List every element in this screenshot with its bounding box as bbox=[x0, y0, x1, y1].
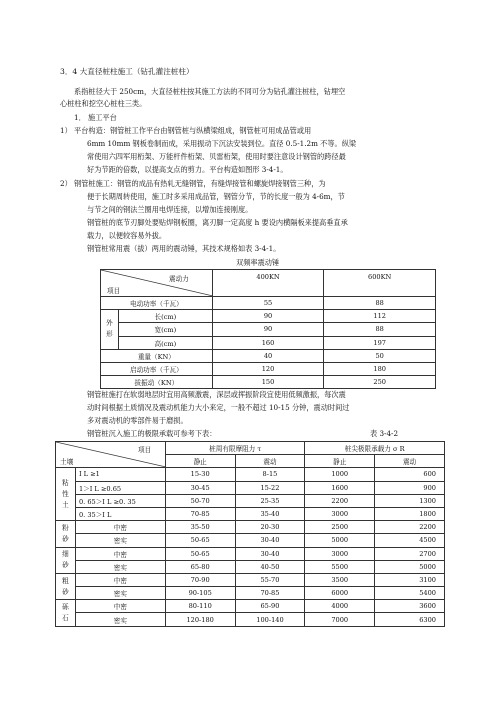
row-label: 0. 65＞I L ≥0. 35 bbox=[75, 494, 165, 507]
column-header: 桩周有限摩阻力 τ bbox=[165, 442, 305, 455]
table-row bbox=[101, 310, 436, 323]
table-cell: 2200 bbox=[375, 521, 445, 534]
paragraph-line: 钢管桩施打在软弱地层时宜用高频激震，深层或挥振阶段宜使用低频激振，每次震 bbox=[87, 390, 346, 399]
row-label: 重量（KN） bbox=[101, 349, 213, 362]
paragraph-line: 动时间根据土质情况及震动机能力大小来定，一般不超过 10-15 分钟，震动时间过 bbox=[87, 403, 350, 412]
table-cell: 15-30 bbox=[165, 468, 235, 481]
table-cell: 900 bbox=[375, 481, 445, 494]
table-cell: 1600 bbox=[305, 481, 375, 494]
intro-line: 心桩柱和挖空心桩柱三类。 bbox=[60, 99, 147, 108]
paragraph-line: 与节之间的钢法兰圈用电焊连接，以增加连接刚度。 bbox=[87, 205, 253, 214]
table-row bbox=[56, 494, 445, 507]
column-header: 桩尖极限承载力 σ R bbox=[305, 442, 445, 455]
table-row bbox=[56, 468, 445, 481]
group-label bbox=[56, 521, 76, 547]
row-label: 密实 bbox=[75, 587, 165, 600]
table-cell: 600 bbox=[375, 468, 445, 481]
table-row bbox=[56, 507, 445, 520]
table-cell: 1800 bbox=[375, 507, 445, 520]
table-cell: 90-105 bbox=[165, 587, 235, 600]
table-cell: 35-40 bbox=[235, 507, 305, 520]
table-cell: 5400 bbox=[375, 587, 445, 600]
table-cell: 3000 bbox=[305, 507, 375, 520]
table-row bbox=[56, 547, 445, 560]
table-cell: 160 bbox=[212, 336, 324, 349]
row-label: 中密 bbox=[75, 573, 165, 586]
table-cell: 3100 bbox=[375, 573, 445, 586]
row-label: 长(cm) bbox=[118, 310, 212, 323]
corner-top-label: 项目 bbox=[138, 446, 152, 454]
row-label: 0. 35＞I L bbox=[75, 507, 165, 520]
table-cell: 8-15 bbox=[235, 468, 305, 481]
paragraph-line: 载力，以便较容易外拔。 bbox=[87, 231, 167, 240]
row-label: 密实 bbox=[75, 613, 165, 626]
table-row bbox=[101, 336, 436, 349]
table-cell: 50 bbox=[324, 349, 436, 362]
item-heading: 1． 施工平台 bbox=[74, 113, 117, 122]
table-cell: 30-45 bbox=[165, 481, 235, 494]
table-cell: 70-85 bbox=[165, 507, 235, 520]
row-label: 密实 bbox=[75, 560, 165, 573]
table-cell: 5500 bbox=[305, 560, 375, 573]
paragraph-line: 好为节距的倍数，以提高支点的剪力。平台构造如图形 3-4-1。 bbox=[87, 165, 288, 174]
column-header: 600KN bbox=[324, 270, 436, 297]
table-cell: 197 bbox=[324, 336, 436, 349]
table-row bbox=[101, 297, 436, 310]
table-corner-cell bbox=[101, 270, 213, 297]
table-cell: 250 bbox=[324, 376, 436, 389]
group-label bbox=[56, 468, 76, 521]
table-cell: 80-110 bbox=[165, 600, 235, 613]
table-cell: 2200 bbox=[305, 494, 375, 507]
table-row bbox=[101, 349, 436, 362]
table-cell: 50-65 bbox=[165, 547, 235, 560]
group-label bbox=[56, 573, 76, 599]
table-cell: 112 bbox=[324, 310, 436, 323]
row-label: 电动功率（千瓦） bbox=[101, 297, 213, 310]
paragraph-line: 便于长期周转使用，施工时多采用成品管，钢管分节，节的长度一般为 4-6m，节 bbox=[87, 192, 345, 201]
table-cell: 70-90 bbox=[165, 573, 235, 586]
paragraph-line: 6mm 10mm 钢板卷制而成，采用振动下沉法安装到位。直径 0.5-1.2m 不等。纵梁 bbox=[87, 139, 357, 148]
table-row bbox=[56, 600, 445, 613]
table-cell: 55-70 bbox=[235, 573, 305, 586]
table-cell: 50-65 bbox=[165, 534, 235, 547]
vibration-hammer-table bbox=[100, 269, 436, 389]
table-cell: 88 bbox=[324, 323, 436, 336]
corner-bottom-label: 项目 bbox=[107, 287, 121, 295]
table-cell: 150 bbox=[212, 376, 324, 389]
table-cell: 25-35 bbox=[235, 494, 305, 507]
table-row bbox=[56, 613, 445, 626]
table-cell: 40 bbox=[212, 349, 324, 362]
group-label-text: 细 砂 bbox=[62, 550, 69, 570]
sub-header: 静止 bbox=[165, 455, 235, 468]
table-cell: 3600 bbox=[375, 600, 445, 613]
table-cell: 88 bbox=[324, 297, 436, 310]
row-label: I L ≥1 bbox=[75, 468, 165, 481]
table-cell: 55 bbox=[212, 297, 324, 310]
table-cell: 30-40 bbox=[235, 534, 305, 547]
corner-bottom-label: 土壤 bbox=[60, 458, 74, 466]
table-cell: 100-140 bbox=[235, 613, 305, 626]
table-number: 表 3-4-2 bbox=[370, 429, 399, 438]
table-cell: 90 bbox=[212, 310, 324, 323]
paragraph-line: 1） 平台构造：钢管桩工作平台由钢管桩与纵横梁组成，钢管桩可用成品管或用 bbox=[60, 126, 312, 135]
paragraph-line: 钢管桩的底节刃脚处要贴焊钢板圈，离刃脚一定高度 h 要设内横隔板来提高垂直承 bbox=[87, 218, 348, 227]
sub-header: 静止 bbox=[305, 455, 375, 468]
paragraph-line: 常使用六四军用桁架、万能杆件桁架、贝雷桁架，使用时要注意设计钢管的跨径最 bbox=[87, 152, 346, 161]
table-cell: 2500 bbox=[305, 521, 375, 534]
bearing-capacity-table bbox=[55, 441, 445, 627]
table-row bbox=[56, 560, 445, 573]
group-label-text: 粘 性 土 bbox=[62, 478, 69, 509]
paragraph-line: 多对震动机的零部件易于磨损。 bbox=[87, 416, 188, 425]
table-cell: 90 bbox=[212, 323, 324, 336]
row-label: 高(cm) bbox=[118, 336, 212, 349]
row-label: 宽(cm) bbox=[118, 323, 212, 336]
row-label: 启动功率（千瓦） bbox=[101, 362, 213, 375]
table-row bbox=[101, 362, 436, 375]
sub-header: 震动 bbox=[235, 455, 305, 468]
row-label: 中密 bbox=[75, 547, 165, 560]
row-label: 密实 bbox=[75, 534, 165, 547]
table-row bbox=[56, 521, 445, 534]
paragraph-line: 钢管桩沉入施工的极限承载可参考下表： bbox=[87, 429, 217, 438]
group-label-text: 砾 石 bbox=[62, 602, 69, 622]
table-corner-cell bbox=[56, 442, 166, 468]
group-label-text: 外 形 bbox=[106, 319, 113, 339]
table-cell: 5000 bbox=[375, 560, 445, 573]
table-row bbox=[101, 376, 436, 389]
row-label: 1＞I L ≥0.65 bbox=[75, 481, 165, 494]
table-cell: 4500 bbox=[375, 534, 445, 547]
table-row bbox=[56, 587, 445, 600]
table-cell: 6000 bbox=[305, 587, 375, 600]
table-cell: 65-90 bbox=[235, 600, 305, 613]
table-cell: 65-80 bbox=[165, 560, 235, 573]
column-header: 400KN bbox=[212, 270, 324, 297]
row-label: 中密 bbox=[75, 521, 165, 534]
sub-header: 震动 bbox=[375, 455, 445, 468]
group-label-text: 粉 砂 bbox=[62, 523, 69, 543]
table-cell: 70-85 bbox=[235, 587, 305, 600]
table-row bbox=[56, 573, 445, 586]
row-label: 拔振动（KN） bbox=[101, 376, 213, 389]
table-cell: 1000 bbox=[305, 468, 375, 481]
table-cell: 1300 bbox=[375, 494, 445, 507]
table-cell: 35-50 bbox=[165, 521, 235, 534]
group-label bbox=[56, 600, 76, 626]
table-cell: 2700 bbox=[375, 547, 445, 560]
table-row bbox=[56, 534, 445, 547]
table-cell: 30-40 bbox=[235, 547, 305, 560]
table-cell: 3500 bbox=[305, 573, 375, 586]
table-cell: 15-22 bbox=[235, 481, 305, 494]
table-cell: 120-180 bbox=[165, 613, 235, 626]
row-label: 中密 bbox=[75, 600, 165, 613]
group-label-text: 粗 砂 bbox=[62, 576, 69, 596]
table-cell: 4000 bbox=[305, 600, 375, 613]
paragraph-line: 2） 钢管桩施工：钢管的成品有热轧无缝钢管，有缝焊接管和螺旋焊接钢管三种，为 bbox=[60, 179, 326, 188]
table-cell: 7000 bbox=[305, 613, 375, 626]
table-caption: 双频率震动锤 bbox=[236, 258, 280, 267]
table-cell: 20-30 bbox=[235, 521, 305, 534]
section-heading: 3．4 大直径桩柱施工（钻孔灌注桩柱） bbox=[60, 67, 194, 76]
table-cell: 6300 bbox=[375, 613, 445, 626]
group-label bbox=[56, 547, 76, 573]
table-cell: 5000 bbox=[305, 534, 375, 547]
table-cell: 40-50 bbox=[235, 560, 305, 573]
table-row bbox=[56, 481, 445, 494]
table-cell: 180 bbox=[324, 362, 436, 375]
table-cell: 3000 bbox=[305, 547, 375, 560]
table-cell: 120 bbox=[212, 362, 324, 375]
corner-top-label: 震动力 bbox=[169, 275, 189, 283]
table-cell: 50-70 bbox=[165, 494, 235, 507]
table-row bbox=[101, 323, 436, 336]
intro-line: 系指桩径大于 250cm，大直径桩柱按其施工方法的不同可分为钻孔灌注桩柱，钻埋空 bbox=[74, 87, 346, 96]
paragraph-line: 钢管桩常用震（拔）两用的震动锤，其技术规格如表 3-4-1。 bbox=[87, 244, 281, 253]
group-label bbox=[101, 310, 119, 350]
